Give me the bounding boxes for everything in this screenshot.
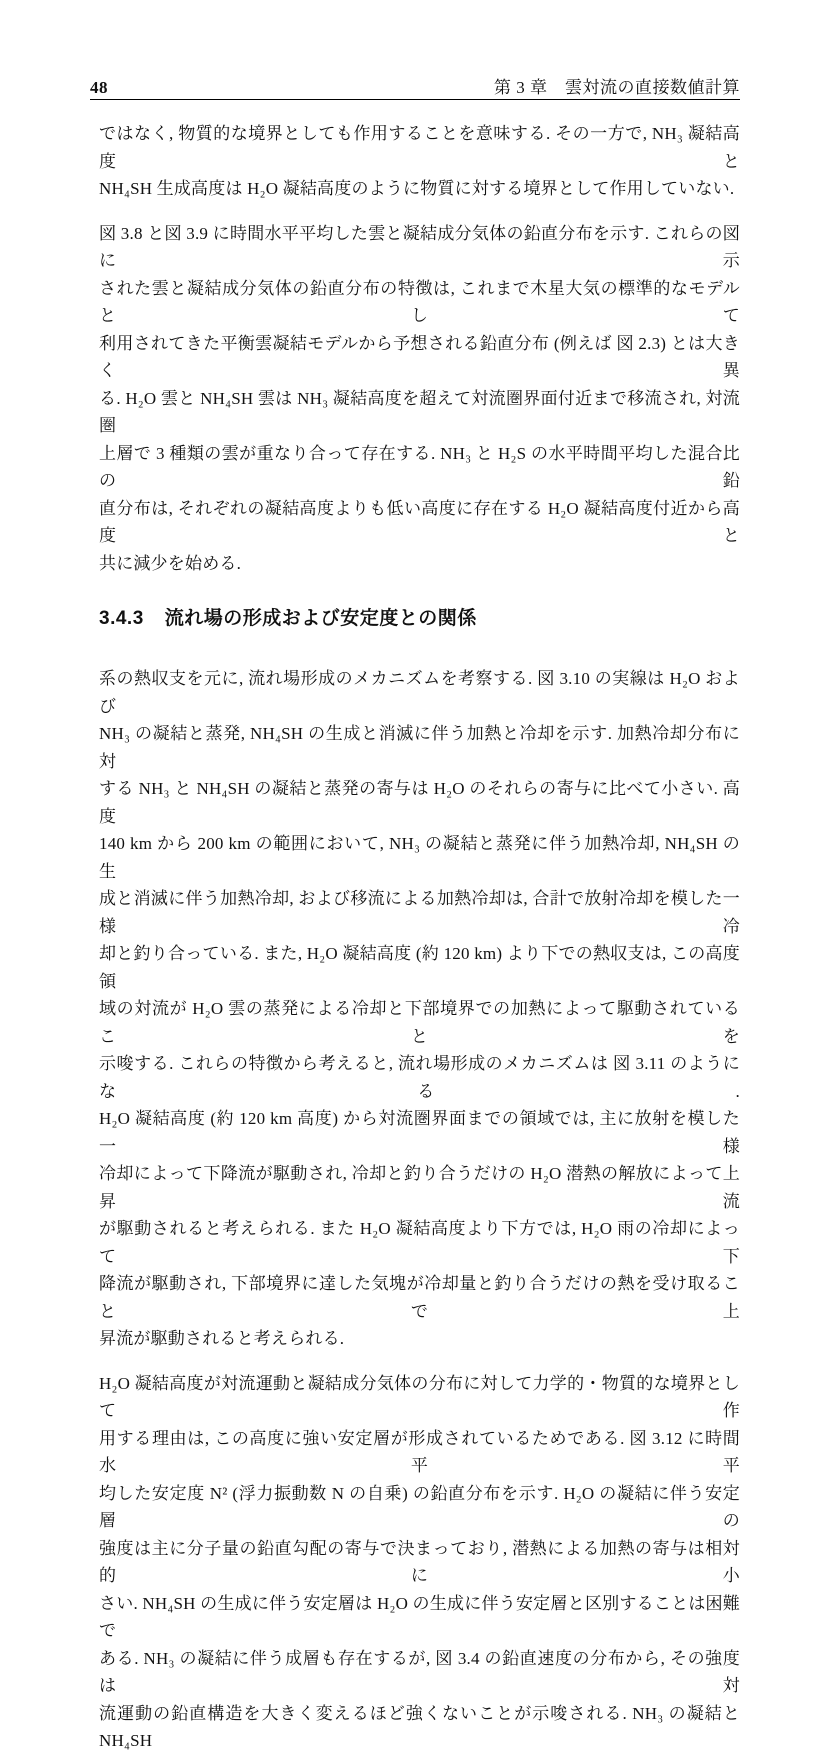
text-line: 上層で 3 種類の雲が重なり合って存在する. NH₃ と H₂S の水平時間平均した混合比の鉛: [99, 443, 740, 490]
page-number: 48: [90, 78, 108, 97]
text-line: ではなく, 物質的な境界としても作用することを意味する. その一方で, NH₃ 凝結高度と: [99, 124, 740, 171]
text-line: 直分布は, それぞれの凝結高度よりも低い高度に存在する H₂O 凝結高度付近から高度と: [99, 498, 740, 545]
text-line: 用する理由は, この高度に強い安定層が形成されているためである. 図 3.12 に時間水平平: [99, 1428, 740, 1475]
page-body: [99, 0, 740, 1755]
text-line: された雲と凝結成分気体の鉛直分布の特徴は, これまで木星大気の標準的なモデルとして: [99, 278, 740, 325]
text-line: さい. NH₄SH の生成に伴う安定層は H₂O の生成に伴う安定層と区別することは困難で: [99, 1593, 740, 1640]
text-line: 均した安定度 N² (浮力振動数 N の自乗) の鉛直分布を示す. H₂O の凝結に伴う安定層の: [99, 1483, 740, 1530]
section-title: 流れ場の形成および安定度との関係: [164, 608, 477, 629]
text-line: 冷却によって下降流が駆動され, 冷却と釣り合うだけの H₂O 潜熱の解放によって上昇流: [99, 1164, 740, 1211]
text-line: 示唆する. これらの特徴から考えると, 流れ場形成のメカニズムは 図 3.11 のようになる.: [99, 1054, 740, 1101]
paragraph: [99, 220, 740, 578]
paragraph: [99, 1370, 740, 1755]
text-line: 140 km から 200 km の範囲において, NH₃ の凝結と蒸発に伴う加熱冷却, NH₄SH の生: [99, 834, 740, 881]
text-line: H₂O 凝結高度が対流運動と凝結成分気体の分布に対して力学的・物質的な境界として作: [99, 1373, 740, 1420]
text-line: 却と釣り合っている. また, H₂O 凝結高度 (約 120 km) より下での熱収支は, この高度領: [99, 944, 740, 991]
text-line: 利用されてきた平衡雲凝結モデルから予想される鉛直分布 (例えば 図 2.3) とは大きく異: [99, 333, 740, 380]
text-line: ある. NH₃ の凝結に伴う成層も存在するが, 図 3.4 の鉛直速度の分布から, その強度は対: [99, 1648, 740, 1695]
text-line: NH₄SH 生成高度は H₂O 凝結高度のように物質に対する境界として作用していない.: [99, 179, 735, 198]
paragraph: [99, 120, 740, 203]
text-line: 域の対流が H₂O 雲の蒸発による冷却と下部境界での加熱によって駆動されていることを: [99, 999, 740, 1046]
section-number: 3.4.3: [99, 608, 144, 629]
text-line: NH₃ の凝結と蒸発, NH₄SH の生成と消滅に伴う加熱と冷却を示す. 加熱冷却分布に対: [99, 724, 740, 771]
text-line: 共に減少を始める.: [99, 553, 242, 573]
text-line: する NH₃ と NH₄SH の凝結と蒸発の寄与は H₂O のそれらの寄与に比べて小さい. 高度: [99, 779, 740, 826]
text-line: 成と消滅に伴う加熱冷却, および移流による加熱冷却は, 合計で放射冷却を模した一様冷: [99, 889, 740, 936]
section-heading: [99, 606, 740, 631]
text-line: 系の熱収支を元に, 流れ場形成のメカニズムを考察する. 図 3.10 の実線は H₂O および: [99, 669, 740, 716]
text-line: 昇流が駆動されると考えられる.: [99, 1329, 345, 1348]
text-line: 図 3.8 と図 3.9 に時間水平平均した雲と凝結成分気体の鉛直分布を示す. これらの図に示: [99, 223, 740, 270]
chapter-title: 第 3 章 雲対流の直接数値計算: [494, 78, 740, 97]
paragraph: [99, 665, 740, 1353]
text-line: 降流が駆動され, 下部境界に達した気塊が冷却量と釣り合うだけの熱を受け取ることで上: [99, 1274, 740, 1321]
text-line: が駆動されると考えられる. また H₂O 凝結高度より下方では, H₂O 雨の冷却によって下: [99, 1219, 740, 1266]
text-line: 強度は主に分子量の鉛直勾配の寄与で決まっており, 潜熱による加熱の寄与は相対的に小: [99, 1538, 740, 1585]
text-line: る. H₂O 雲と NH₄SH 雲は NH₃ 凝結高度を超えて対流圏界面付近まで移流され, 対流圏: [99, 388, 740, 435]
text-line: 流運動の鉛直構造を大きく変えるほど強くないことが示唆される. NH₃ の凝結と NH₄SH: [99, 1703, 740, 1750]
text-line: H₂O 凝結高度 (約 120 km 高度) から対流圏界面までの領域では, 主に放射を模した一様: [99, 1109, 740, 1156]
